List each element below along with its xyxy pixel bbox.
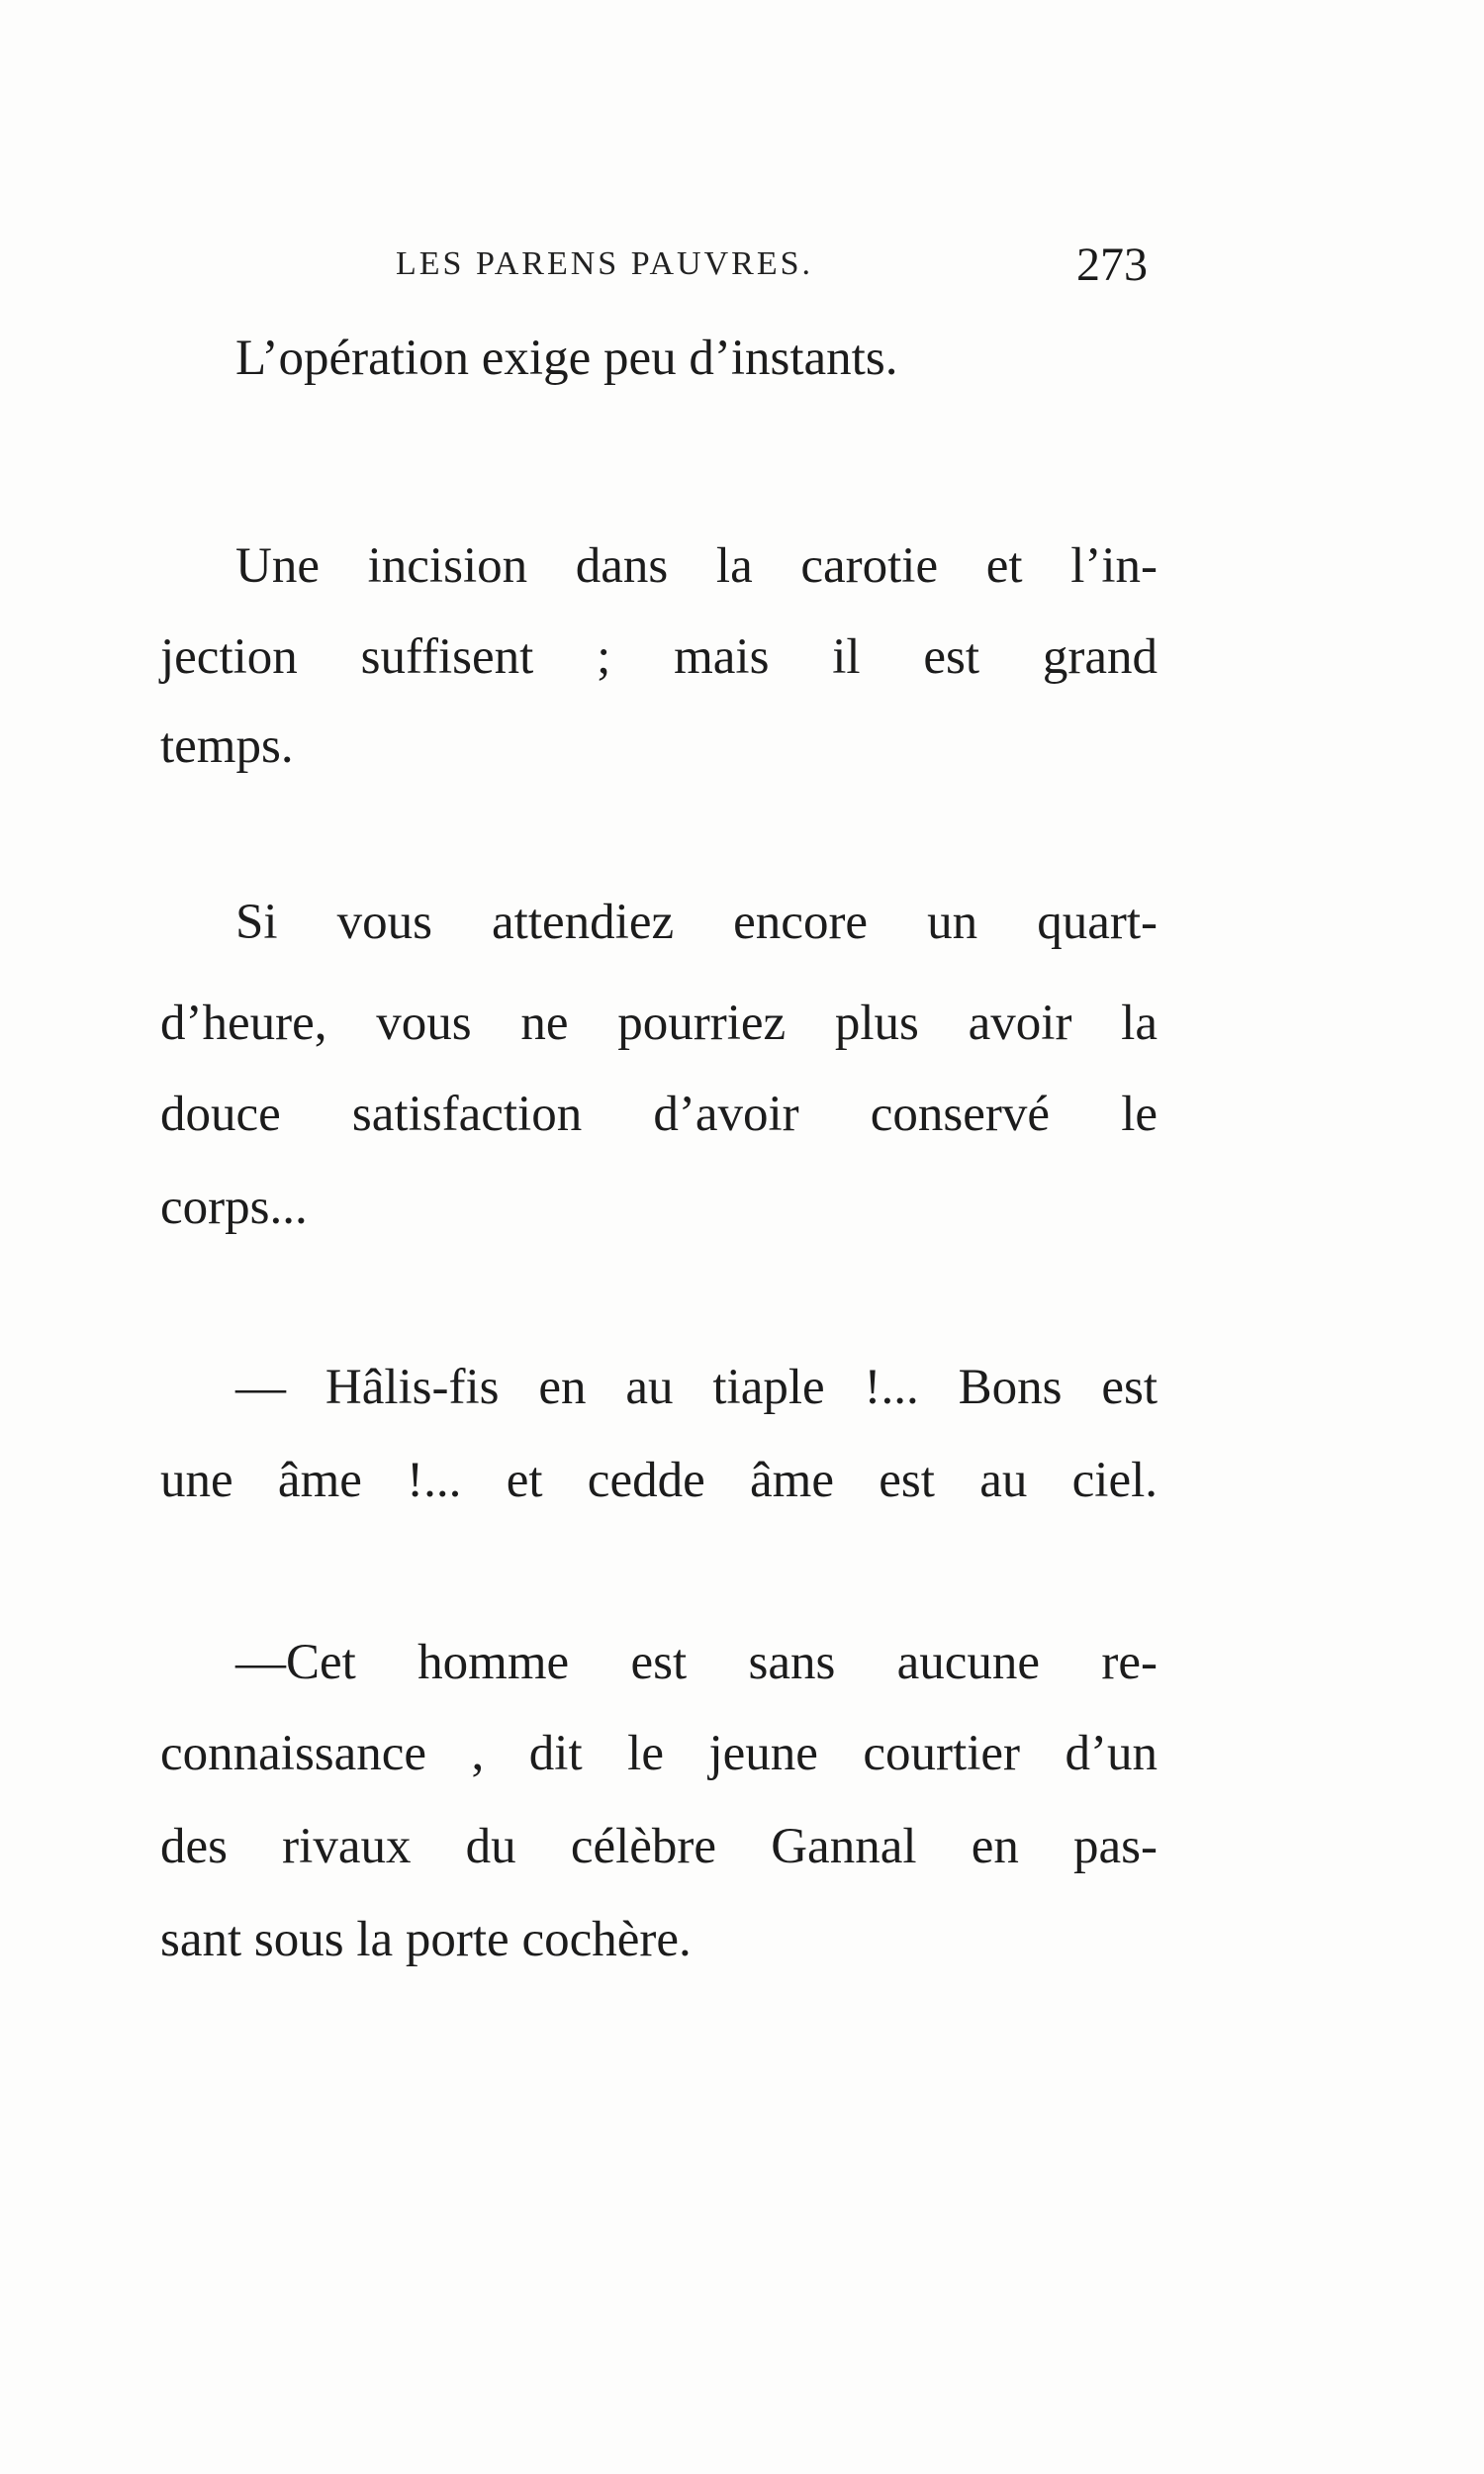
- text-line: corps...: [160, 1180, 308, 1235]
- text-line: sant sous la porte cochère.: [160, 1912, 692, 1967]
- text-line: Une incision dans la carotie et l’in-: [235, 538, 1158, 594]
- text-line: Si vous attendiez encore un quart-: [235, 895, 1158, 950]
- text-line: —Cet homme est sans aucune re-: [235, 1635, 1158, 1690]
- page-number: 273: [1076, 238, 1148, 291]
- text-line: connaissance , dit le jeune courtier d’un: [160, 1726, 1158, 1781]
- running-title: LES PARENS PAUVRES.: [396, 245, 814, 282]
- text-line: — Hâlis-fis en au tiaple !... Bons est: [235, 1360, 1158, 1415]
- text-line: jection suffisent ; mais il est grand: [160, 629, 1158, 685]
- text-line: L’opération exige peu d’instants.: [235, 331, 898, 386]
- text-line: temps.: [160, 718, 294, 774]
- text-line: une âme !... et cedde âme est au ciel.: [160, 1453, 1158, 1508]
- text-line: d’heure, vous ne pourriez plus avoir la: [160, 996, 1158, 1051]
- text-line: des rivaux du célèbre Gannal en pas-: [160, 1819, 1158, 1874]
- text-line: douce satisfaction d’avoir conservé le: [160, 1087, 1158, 1142]
